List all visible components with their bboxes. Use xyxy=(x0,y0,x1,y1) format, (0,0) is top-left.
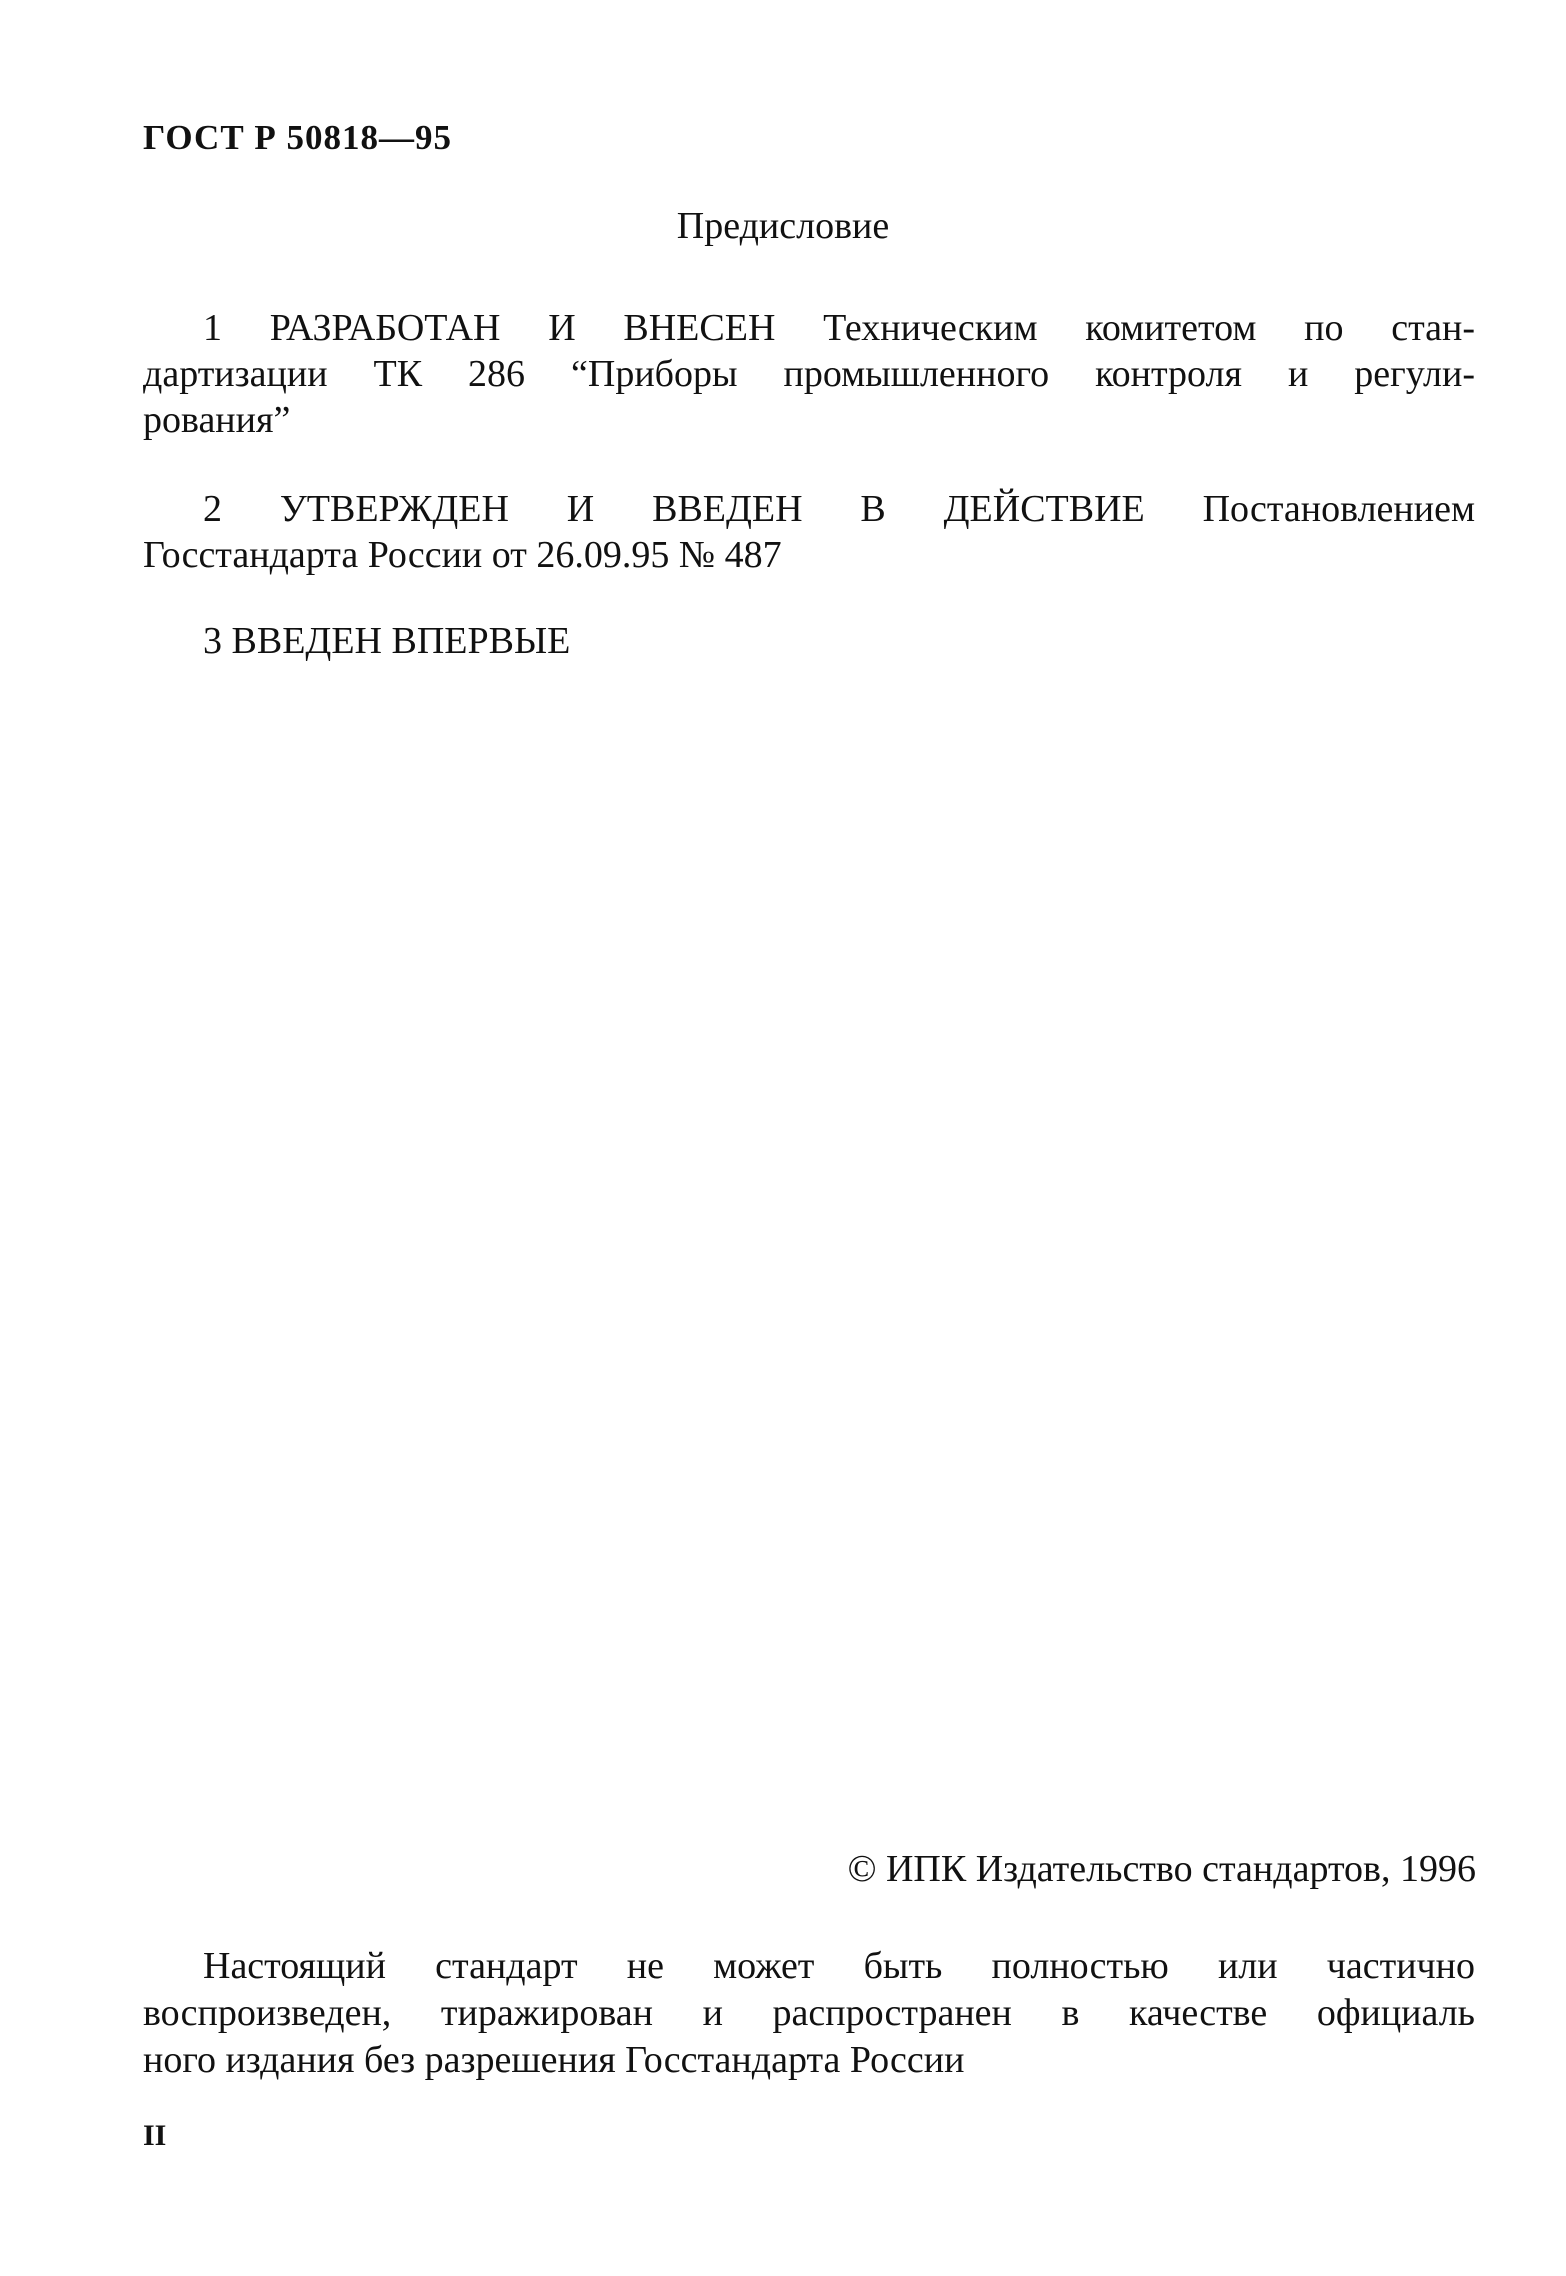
foreword-item-1 xyxy=(143,305,1475,443)
foreword-item-1-line-1: 1 РАЗРАБОТАН И ВНЕСЕН Техническим комитетом по стан- xyxy=(203,307,1475,349)
foreword-item-1-line-3: рования” xyxy=(143,399,291,441)
foreword-item-1-line-2: дартизации ТК 286 “Приборы промышленного контроля и регули- xyxy=(143,353,1475,395)
reproduction-notice-line-2: воспроизведен, тиражирован и распространен в качестве официаль xyxy=(143,1992,1475,2034)
foreword-item-2-line-1: 2 УТВЕРЖДЕН И ВВЕДЕН В ДЕЙСТВИЕ Постановлением xyxy=(203,488,1475,530)
standard-code-header: ГОСТ Р 50818—95 xyxy=(143,118,453,157)
foreword-item-3 xyxy=(143,618,1475,664)
reproduction-notice-line-3: ного издания без разрешения Госстандарта России xyxy=(143,2039,965,2081)
foreword-item-2 xyxy=(143,486,1475,578)
reproduction-notice-line-1: Настоящий стандарт не может быть полностью или частично xyxy=(203,1945,1475,1987)
foreword-item-2-line-2: Госстандарта России от 26.09.95 № 487 xyxy=(143,534,782,576)
copyright-notice: © ИПК Издательство стандартов, 1996 xyxy=(847,1848,1476,1890)
foreword-item-3-line-1: 3 ВВЕДЕН ВПЕРВЫЕ xyxy=(203,620,571,662)
section-title: Предисловие xyxy=(676,205,890,247)
page-number: II xyxy=(143,2119,167,2152)
reproduction-notice xyxy=(143,1943,1475,2084)
